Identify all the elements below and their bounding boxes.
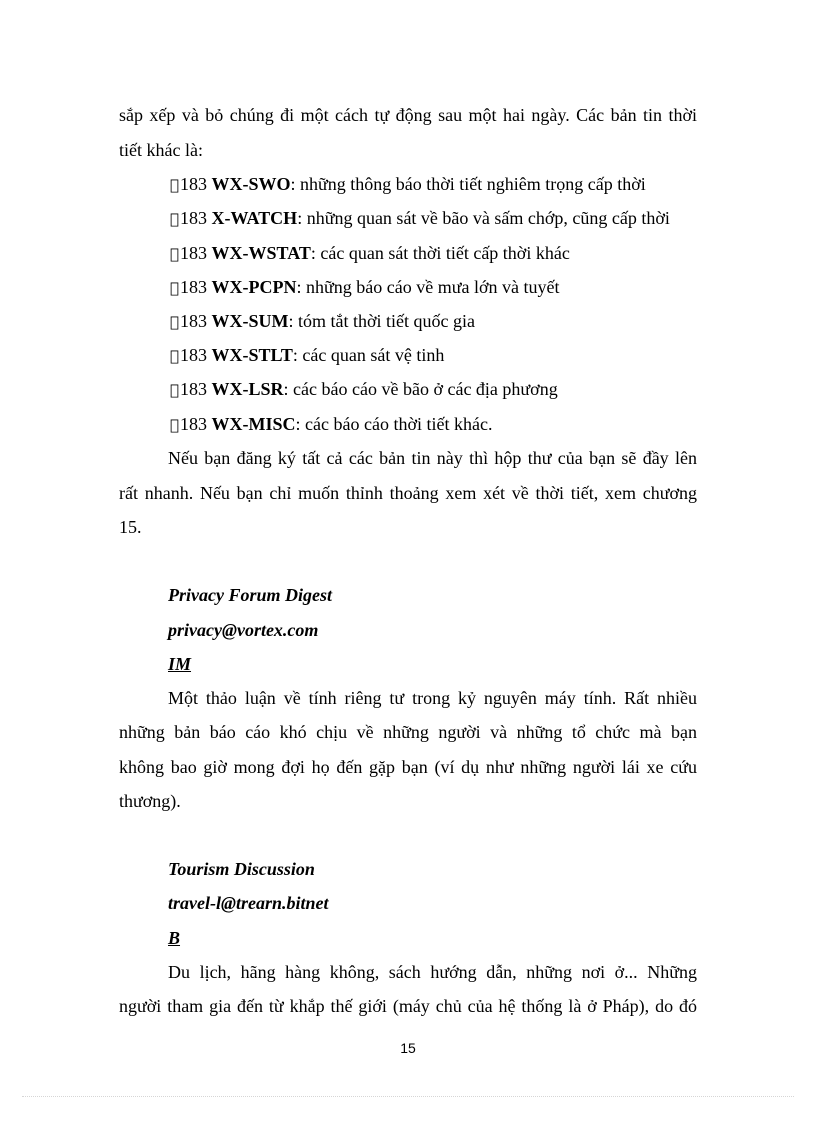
bullet-desc: : các báo cáo về bão ở các địa phương [273,379,548,399]
bullet-code: WX-PCPN [201,277,287,297]
tourism-code: B [168,928,181,948]
tourism-email: travel-l@trearn.bitnet [168,893,329,913]
bullet-number: 183 [170,311,197,331]
bullet-code: WX-SUM [201,311,279,331]
privacy-line-4: thương). [119,791,181,811]
bullet-number: 183 [170,243,197,263]
bullet-desc: : tóm tắt thời tiết quốc gia [278,311,465,331]
tourism-line-2: người tham gia đến từ khắp thế giới (máy chủ của hệ thống là ở Pháp), do đó [119,996,697,1016]
bullet-code: X-WATCH [201,208,288,228]
bullet-number: 183 [170,277,197,297]
privacy-title: Privacy Forum Digest [168,585,332,605]
intro-line-2: tiết khác là: [119,140,203,160]
bullet-glyph-icon [170,381,180,399]
bullet-glyph-icon [170,313,180,331]
tourism-title: Tourism Discussion [168,859,315,879]
privacy-line-3: không bao giờ mong đợi họ đến gặp bạn (ví dụ như những người lái xe cứu [119,757,697,777]
privacy-line-2: những bản báo cáo khó chịu về những người và những tổ chức mà bạn [119,722,697,742]
bullet-glyph-icon [170,279,180,297]
bullet-number: 183 [170,345,197,365]
intro-line-1: sắp xếp và bỏ chúng đi một cách tự động sau một hai ngày. Các bản tin thời [119,105,697,125]
bullet-code: WX-STLT [201,345,283,365]
bullet-desc: : các quan sát vệ tinh [282,345,435,365]
bullet-desc: : những quan sát về bão và sấm chớp, cũng cấp thời [287,208,660,228]
bullet-item [170,378,558,401]
bullet-glyph-icon [170,210,180,228]
bullet-item [170,413,492,436]
bullet-number: 183 [170,174,197,194]
bullet-glyph-icon [170,176,180,194]
privacy-line-1: Một thảo luận về tính riêng tư trong kỷ nguyên máy tính. Rất nhiều [168,688,697,708]
bullet-item [170,276,559,299]
tourism-line-1: Du lịch, hãng hàng không, sách hướng dẫn, những nơi ở... Những [168,962,697,982]
bullet-item [170,207,670,230]
bullet-item [170,173,646,196]
page-number: 15 [400,1040,416,1056]
bullet-item [170,242,570,265]
bullet-item [170,310,475,333]
bullet-desc: : những báo cáo về mưa lớn và tuyết [286,277,550,297]
bullet-number: 183 [170,414,197,434]
after-bullets-line-1: Nếu bạn đăng ký tất cả các bản tin này thì hộp thư của bạn sẽ đầy lên [168,448,697,468]
bullet-desc: : những thông báo thời tiết nghiêm trọng cấp thời [280,174,636,194]
bullet-number: 183 [170,208,197,228]
bullet-number: 183 [170,379,197,399]
bullet-desc: : các báo cáo thời tiết khác. [285,414,483,434]
bullet-desc: : các quan sát thời tiết cấp thời khác [300,243,560,263]
after-bullets-line-3: 15. [119,517,142,537]
bullet-code: WX-LSR [201,379,274,399]
privacy-code: IM [168,654,192,674]
bullet-code: WX-MISC [201,414,286,434]
bullet-glyph-icon [170,416,180,434]
privacy-email: privacy@vortex.com [168,620,319,640]
bullet-glyph-icon [170,245,180,263]
bullet-code: WX-WSTAT [201,243,301,263]
bullet-glyph-icon [170,347,180,365]
bullet-code: WX-SWO [201,174,281,194]
footer-divider [22,1096,794,1097]
bullet-item [170,344,444,367]
after-bullets-line-2: rất nhanh. Nếu bạn chỉ muốn thỉnh thoảng xem xét về thời tiết, xem chương [119,483,697,503]
